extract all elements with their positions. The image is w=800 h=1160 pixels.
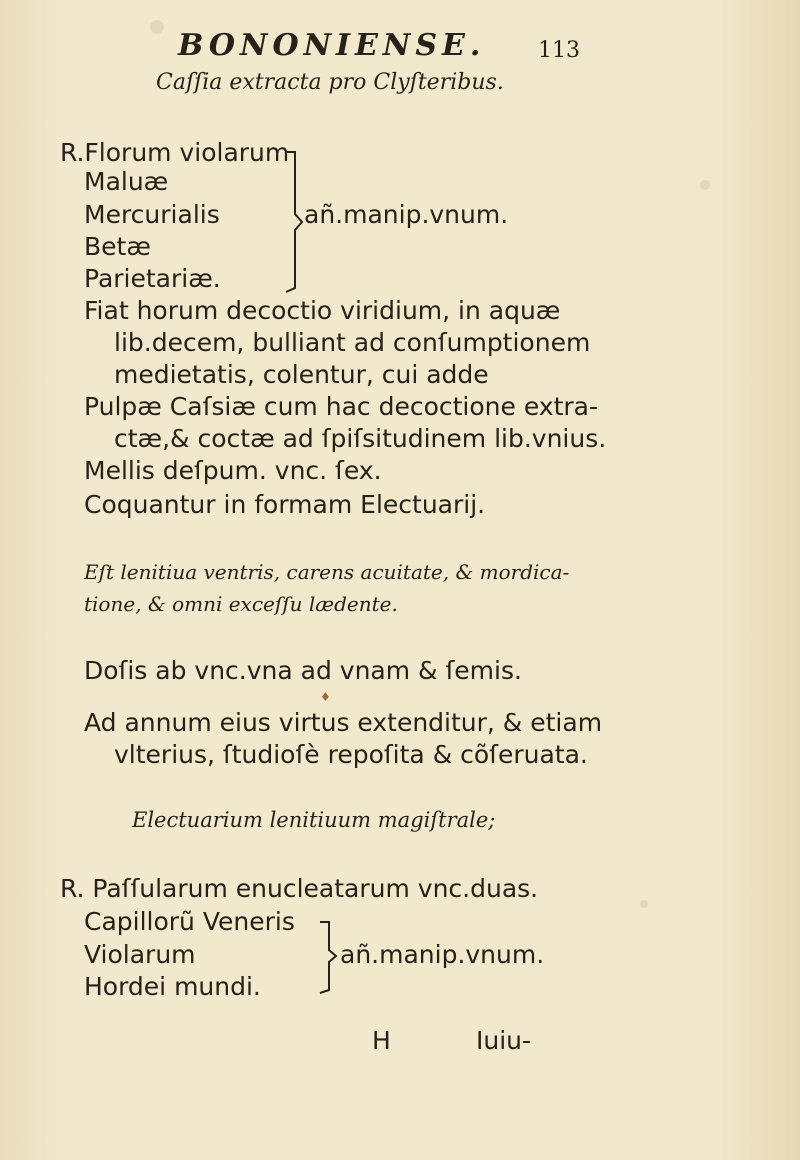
instruction-line: ctæ,& coctæ ad ſpiſsitudinem lib.vnius. xyxy=(114,424,607,453)
section-heading-cassia: Caſſia extracta pro Clyſteribus. xyxy=(156,70,504,95)
page-number: 113 xyxy=(538,38,580,63)
duration-line: vlterius, ſtudioſè repoſita & cõſeruata. xyxy=(114,740,588,769)
running-title: BONONIENSE. xyxy=(178,28,486,63)
note-line: Eſt lenitiua ventris, carens acuitate, & mordica- xyxy=(84,560,570,584)
instruction-line: Coquantur in formam Electuarij. xyxy=(84,490,486,519)
herb-line: Betæ xyxy=(84,232,151,261)
catchword: Iuiu- xyxy=(476,1026,532,1055)
note-line: tione, & omni exceſſu lædente. xyxy=(84,592,398,616)
quantity: añ.manip.vnum. xyxy=(340,940,545,969)
herb-line: Capillorũ Veneris xyxy=(84,907,295,936)
instruction-line: medietatis, colentur, cui adde xyxy=(114,360,489,389)
recipe-lead: R. Paſſularum enucleatarum vnc.duas. xyxy=(60,874,539,903)
brace-bracket xyxy=(316,918,342,996)
instruction-line: Pulpæ Caſsiæ cum hac decoctione extra- xyxy=(84,392,598,421)
recipe-lead: R.Florum violarum xyxy=(60,138,290,167)
herb-line: Violarum xyxy=(84,940,196,969)
herb-line: Mercurialis xyxy=(84,200,220,229)
dose-line: Doſis ab vnc.vna ad vnam & ſemis. xyxy=(84,656,522,685)
signature-mark: H xyxy=(372,1026,391,1055)
instruction-line: lib.decem, bulliant ad conſumptionem xyxy=(114,328,591,357)
ornament: ♦ xyxy=(320,690,331,704)
herb-line: Hordei mundi. xyxy=(84,972,261,1001)
instruction-line: Mellis deſpum. vnc. ſex. xyxy=(84,456,382,485)
duration-line: Ad annum eius virtus extenditur, & etiam xyxy=(84,708,603,737)
quantity: añ.manip.vnum. xyxy=(304,200,509,229)
herb-line: Maluæ xyxy=(84,167,169,196)
section-heading-electuarium: Electuarium lenitiuum magiſtrale; xyxy=(132,808,496,832)
instruction-line: Fiat horum decoctio viridium, in aquæ xyxy=(84,296,561,325)
herb-line: Parietariæ. xyxy=(84,264,221,293)
